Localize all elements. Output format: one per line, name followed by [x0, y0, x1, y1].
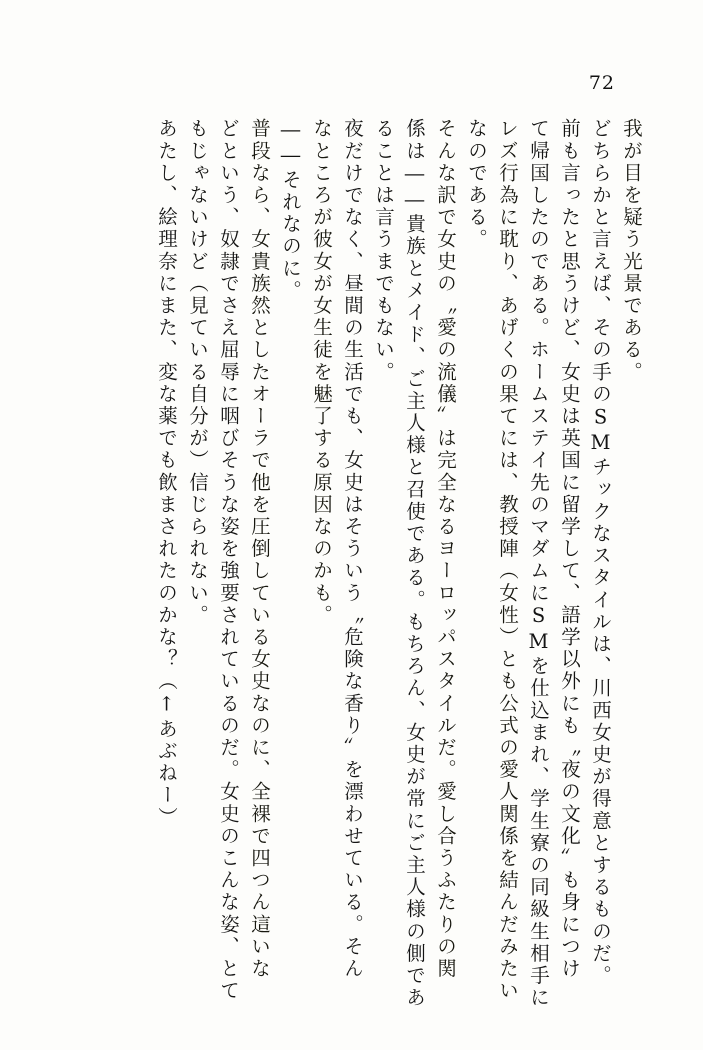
text-line: 夜だけでなく、昼間の生活でも、女史はそういう〝危険な香り〟を漂わせている。そん: [341, 118, 364, 980]
text-line: もじゃないけど（見ている自分が）信じられない。: [186, 118, 209, 627]
page-number: 72: [588, 72, 615, 94]
text-line: そんな訳で女史の〝愛の流儀〟は完全なるヨーロッパスタイルだ。愛し合うふたりの関: [434, 118, 457, 980]
text-line: あたし、絵理奈にまた、変な薬でも飲まされたのかな？（↑あぶねー）: [155, 118, 178, 829]
text-line: 普段なら、女貴族然としたオーラで他を圧倒している女史なのに、全裸で四つん這いな: [248, 118, 271, 980]
vertical-text-body: [62, 118, 641, 1010]
text-line: 係は――貴族とメイド、ご主人様と召使である。もちろん、女史が常にご主人様の側であ: [403, 118, 426, 1009]
text-line: ることは言うまでもない。: [372, 118, 395, 384]
text-line: 我が目を疑う光景である。: [620, 118, 643, 384]
text-line: 前も言ったと思うけど、女史は英国に留学して、語学以外にも〝夜の文化〟も身につけ: [558, 118, 581, 980]
text-line: レズ行為に耽り、あげくの果てには、教授陣（女性）とも公式の愛人関係を結んだみたい: [496, 118, 519, 1002]
text-line: どちらかと言えば、その手のSMチックなスタイルは、川西女史が得意とするものだ。: [589, 118, 612, 987]
text-line: なのである。: [465, 118, 488, 251]
text-line: どという、奴隷でさえ屈辱に咽びそうな姿を強要されているのだ。女史のこんな姿、とて: [217, 118, 240, 1002]
text-line: なところが彼女が女生徒を魅了する原因なのかも。: [310, 118, 333, 627]
text-line: ――それなのに。: [279, 118, 302, 302]
text-line: て帰国したのである。ホームステイ先のマダムにSMを仕込まれ、学生寮の同級生相手に: [527, 118, 550, 1009]
